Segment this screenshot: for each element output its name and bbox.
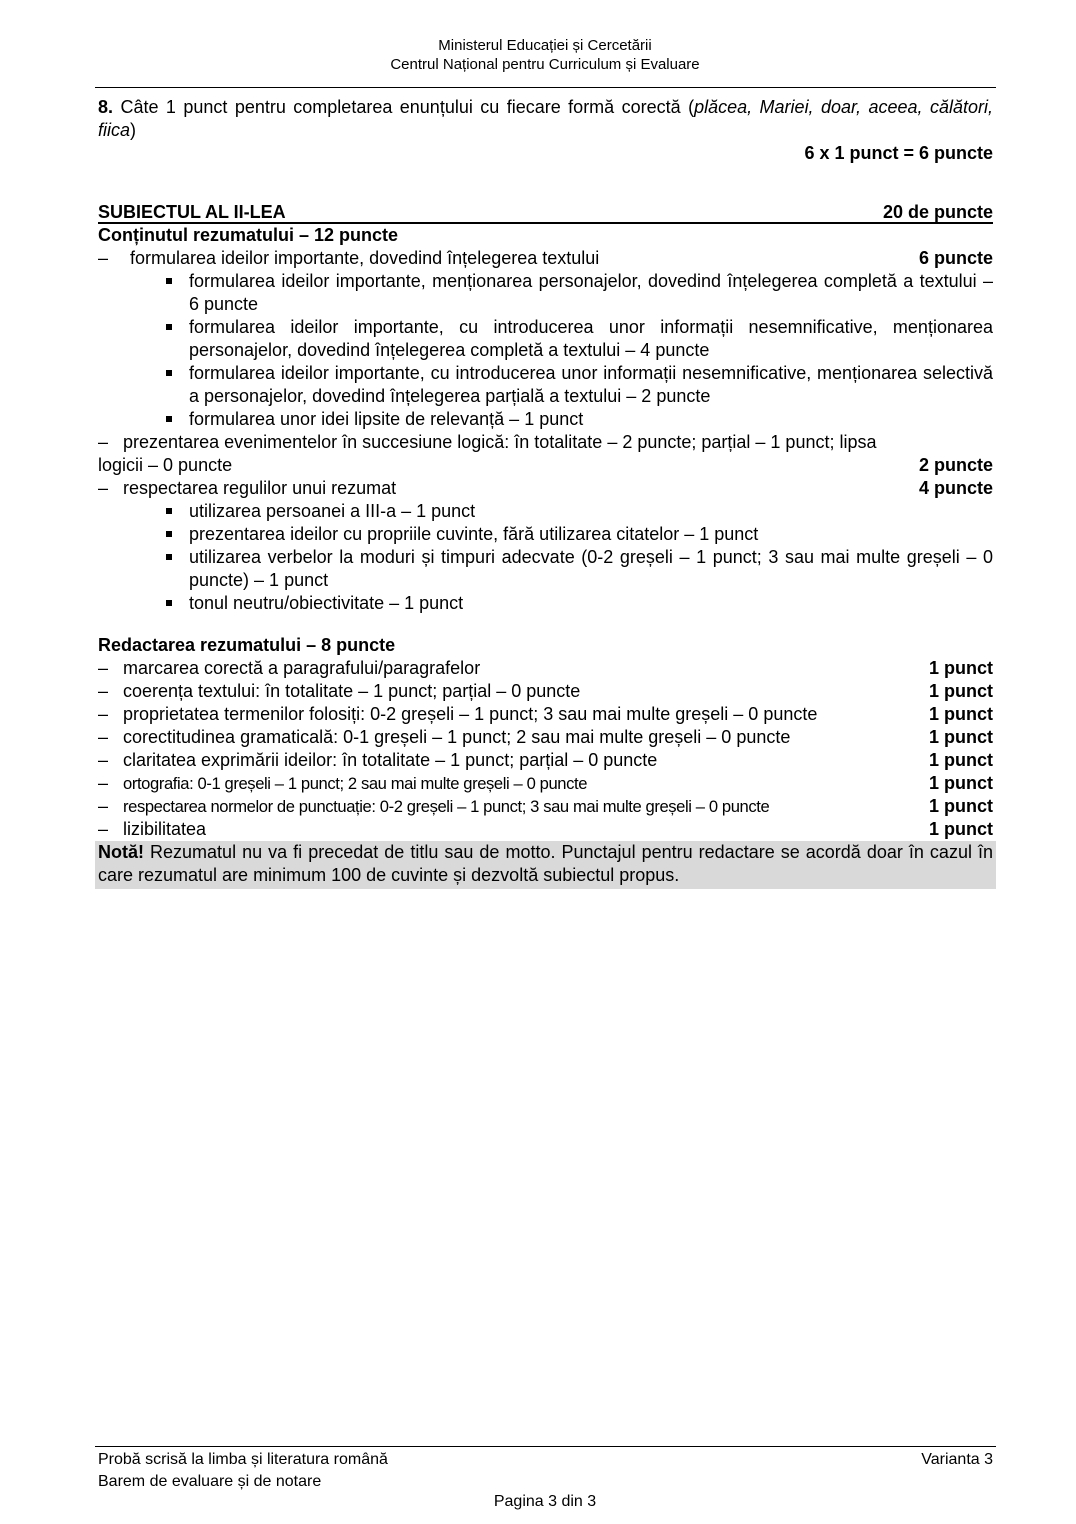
writing-criterion bbox=[98, 703, 993, 726]
criterion-rules-list bbox=[98, 500, 993, 615]
dash: – bbox=[98, 658, 109, 678]
footer-exam: Probă scrisă la limba și literatura română bbox=[98, 1451, 388, 1468]
list-item: tonul neutru/obiectivitate – 1 punct bbox=[164, 592, 993, 615]
criterion-points: 1 punct bbox=[928, 727, 993, 747]
list-item: prezentarea ideilor cu propriile cuvinte, fără utilizarea citatelor – 1 punct bbox=[164, 523, 993, 546]
list-item: formularea ideilor importante, cu introducerea unor informații nesemnificative, menționarea personajelor, dovedind înțelegerea completă a textului – 4 puncte bbox=[164, 316, 993, 362]
header-center: Centrul Național pentru Curriculum și Evaluare bbox=[390, 56, 700, 73]
criterion-text: respectarea regulilor unui rezumat bbox=[123, 478, 397, 498]
dash: – bbox=[98, 704, 109, 724]
item-close: ) bbox=[130, 120, 137, 140]
criterion-text: respectarea normelor de punctuație: 0-2 greșeli – 1 punct; 3 sau mai multe greșeli – 0 puncte bbox=[123, 797, 770, 816]
criterion-ideas bbox=[98, 247, 993, 270]
footer-divider bbox=[95, 1446, 996, 1447]
item-8 bbox=[98, 96, 993, 142]
criterion-text: coerența textului: în totalitate – 1 punct; parțial – 0 puncte bbox=[123, 681, 581, 701]
writing-criterion bbox=[98, 680, 993, 703]
dash: – bbox=[98, 750, 109, 770]
criterion-text: corectitudinea gramaticală: 0-1 greșeli – 1 punct; 2 sau mai multe greșeli – 0 puncte bbox=[123, 727, 791, 747]
dash: – bbox=[98, 727, 109, 747]
note-text: Rezumatul nu va fi precedat de titlu sau de motto. Punctajul pentru redactare se acordă doar în cazul în care rezumatul are minimum 100 de cuvinte și dezvoltă subiectul propus. bbox=[98, 842, 993, 885]
criterion-text-cont: logicii – 0 puncte bbox=[98, 455, 233, 475]
list-item: utilizarea verbelor la moduri și timpuri adecvate (0-2 greșeli – 1 punct; 3 sau mai multe greșeli – 0 puncte) – 1 punct bbox=[164, 546, 993, 592]
item-text: Câte 1 punct pentru completarea enunțului cu fiecare formă corectă ( bbox=[120, 97, 695, 117]
note-label: Notă! bbox=[98, 842, 144, 862]
writing-criterion bbox=[98, 795, 993, 818]
criterion-points: 1 punct bbox=[928, 819, 993, 839]
criterion-points: 2 puncte bbox=[918, 455, 993, 475]
criterion-points: 1 punct bbox=[928, 658, 993, 678]
criterion-points: 1 punct bbox=[928, 773, 993, 793]
subject-heading bbox=[98, 202, 993, 224]
footer-variant: Varianta 3 bbox=[921, 1451, 993, 1468]
criterion-points: 4 puncte bbox=[918, 478, 993, 498]
criterion-text: formularea ideilor importante, dovedind înțelegerea textului bbox=[130, 248, 600, 268]
criterion-points: 1 punct bbox=[928, 750, 993, 770]
criterion-points: 6 puncte bbox=[918, 248, 993, 268]
header-ministry: Ministerul Educației și Cercetării bbox=[438, 37, 652, 54]
criterion-points: 1 punct bbox=[928, 796, 993, 816]
criterion-text: proprietatea termenilor folosiți: 0-2 greșeli – 1 punct; 3 sau mai multe greșeli – 0 puncte bbox=[123, 704, 818, 724]
criterion-text: ortografia: 0-1 greșeli – 1 punct; 2 sau mai multe greșeli – 0 puncte bbox=[123, 774, 588, 793]
criterion-text: prezentarea evenimentelor în succesiune logică: în totalitate – 2 puncte; parțial – 1 punct; lipsa bbox=[123, 432, 877, 452]
dash: – bbox=[98, 432, 109, 452]
item-number: 8. bbox=[98, 97, 114, 117]
criterion-text: marcarea corectă a paragrafului/paragrafelor bbox=[123, 658, 481, 678]
writing-criterion bbox=[98, 772, 993, 795]
writing-criterion bbox=[98, 818, 993, 841]
list-item: formularea unor idei lipsite de relevanță – 1 punct bbox=[164, 408, 993, 431]
criterion-text: claritatea exprimării ideilor: în totalitate – 1 punct; parțial – 0 puncte bbox=[123, 750, 658, 770]
writing-criterion bbox=[98, 657, 993, 680]
criterion-rules bbox=[98, 477, 993, 500]
writing-criterion bbox=[98, 726, 993, 749]
subject-points: 20 de puncte bbox=[882, 202, 993, 222]
list-item: utilizarea persoanei a III-a – 1 punct bbox=[164, 500, 993, 523]
criterion-logic bbox=[98, 431, 993, 454]
header-divider bbox=[95, 87, 996, 88]
dash: – bbox=[98, 819, 109, 839]
dash: – bbox=[98, 248, 109, 268]
item-forms: plăcea, Mariei, doar, aceea, călători, fiica bbox=[98, 97, 993, 140]
item-8-score: 6 x 1 punct = 6 puncte bbox=[804, 143, 993, 163]
list-item: formularea ideilor importante, cu introducerea unor informații nesemnificative, menționarea selectivă a personajelor, dovedind înțelegerea parțială a textului – 2 puncte bbox=[164, 362, 993, 408]
footer-page-number: Pagina 3 din 3 bbox=[493, 1493, 597, 1510]
criterion-logic-cont bbox=[98, 454, 993, 477]
dash: – bbox=[98, 796, 109, 816]
document-body bbox=[98, 96, 993, 889]
footer-barem: Barem de evaluare și de notare bbox=[98, 1473, 322, 1490]
list-item: formularea ideilor importante, menționarea personajelor, dovedind înțelegerea completă a textului – 6 puncte bbox=[164, 270, 993, 316]
criterion-text: lizibilitatea bbox=[123, 819, 207, 839]
dash: – bbox=[98, 681, 109, 701]
writing-criterion bbox=[98, 749, 993, 772]
criterion-points: 1 punct bbox=[928, 681, 993, 701]
criterion-ideas-list bbox=[98, 270, 993, 431]
subject-title: SUBIECTUL AL II-LEA bbox=[98, 202, 286, 222]
note-box bbox=[95, 841, 996, 889]
writing-section-title: Redactarea rezumatului – 8 puncte bbox=[98, 635, 396, 655]
dash: – bbox=[98, 773, 109, 793]
content-section-title: Conținutul rezumatului – 12 puncte bbox=[98, 225, 399, 245]
criterion-points: 1 punct bbox=[928, 704, 993, 724]
dash: – bbox=[98, 478, 109, 498]
